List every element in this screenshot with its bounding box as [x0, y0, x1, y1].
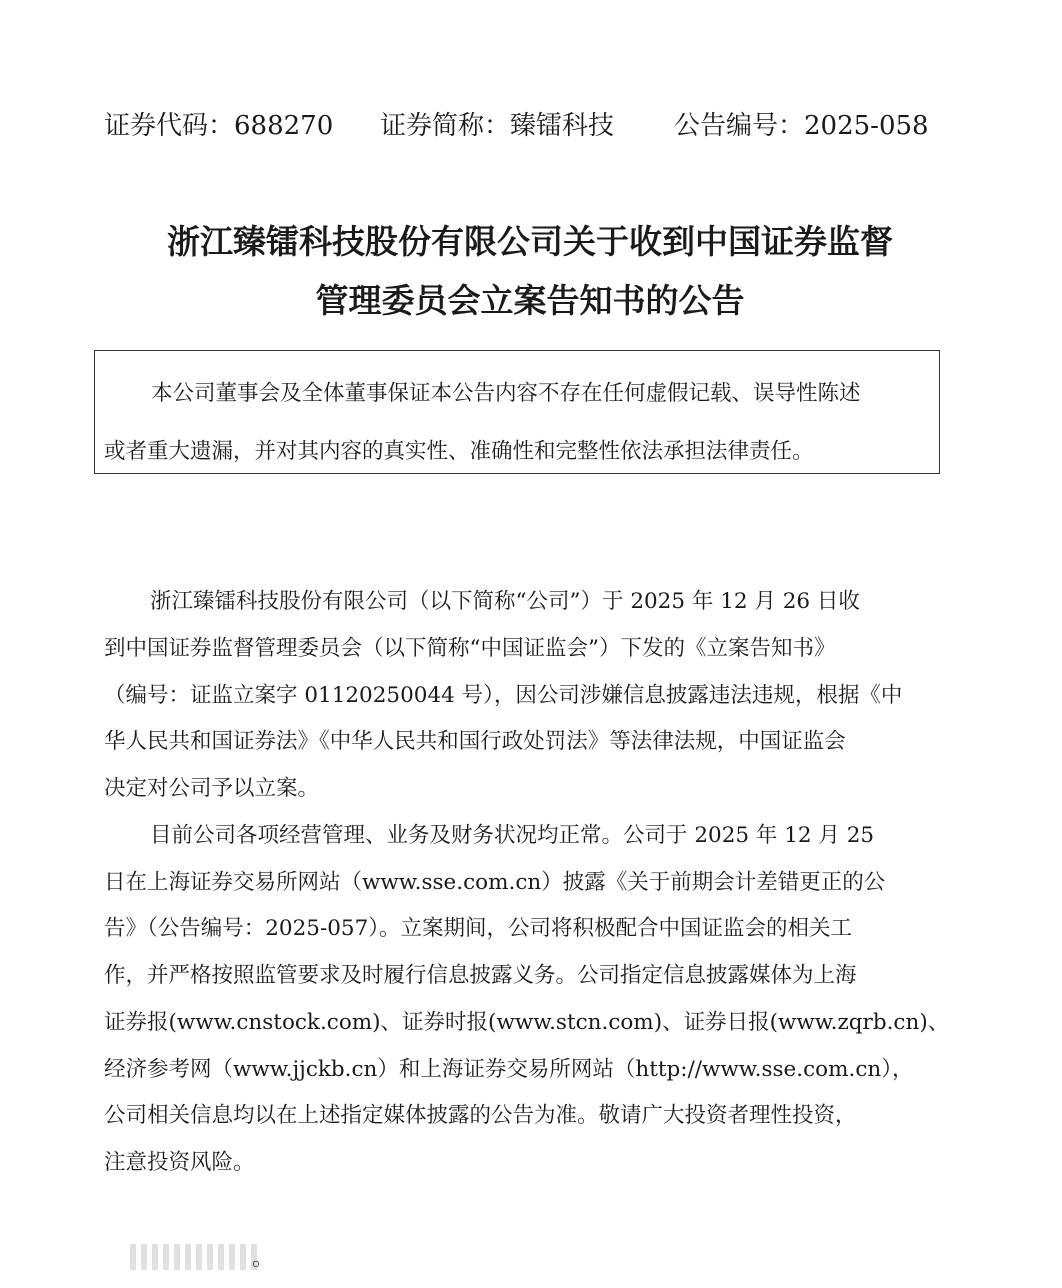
body-line-6: 目前公司各项经营管理、业务及财务状况均正常。公司于 2025 年 12 月 25 [150, 823, 875, 848]
title-line-1: 浙江臻镭科技股份有限公司关于收到中国证券监督 [167, 222, 893, 261]
body-line-9: 作，并严格按照监管要求及时履行信息披露义务。公司指定信息披露媒体为上海 [104, 963, 857, 988]
cropped-text-end: 。 [252, 1246, 274, 1271]
body-line-8: 告》（公告编号：2025-057）。立案期间，公司将积极配合中国证监会的相关工 [104, 916, 853, 941]
body-line-7: 日在上海证券交易所网站（www.sse.com.cn）披露《关于前期会计差错更正的公 [104, 870, 886, 895]
announcement-number: 公告编号：2025-058 [674, 111, 929, 141]
body-line-5: 决定对公司予以立案。 [104, 776, 320, 801]
statement-line-2: 或者重大遗漏，并对其内容的真实性、准确性和完整性依法承担法律责任。 [104, 439, 814, 464]
cropped-text-line [130, 1244, 260, 1270]
statement-line-1: 本公司董事会及全体董事保证本公告内容不存在任何虚假记载、误导性陈述 [151, 381, 861, 406]
board-statement-box [94, 350, 940, 474]
stock-abbreviation: 证券简称：臻镭科技 [380, 111, 615, 141]
announcement-header [104, 104, 944, 148]
body-line-2: 到中国证券监督管理委员会（以下简称“中国证监会”）下发的《立案告知书》 [104, 636, 836, 661]
body-line-4: 华人民共和国证券法》《中华人民共和国行政处罚法》等法律法规，中国证监会 [104, 729, 846, 754]
body-line-11: 经济参考网（www.jjckb.cn）和上海证券交易所网站（http://www.sse.com.cn）， [104, 1057, 914, 1082]
title-line-2: 管理委员会立案告知书的公告 [315, 281, 745, 320]
body-line-1: 浙江臻镭科技股份有限公司（以下简称“公司”）于 2025 年 12 月 26 日收 [150, 589, 860, 614]
body-line-12: 公司相关信息均以在上述指定媒体披露的公告为准。敬请广大投资者理性投资， [104, 1103, 857, 1128]
body-line-3: （编号：证监立案字 01120250044 号），因公司涉嫌信息披露违法违规，根据《中 [104, 683, 903, 708]
body-line-10: 证券报(www.cnstock.com)、证券时报(www.stcn.com)、证券日报(www.zqrb.cn)、 [104, 1010, 950, 1035]
stock-code: 证券代码：688270 [104, 111, 334, 141]
body-line-13: 注意投资风险。 [104, 1150, 255, 1175]
